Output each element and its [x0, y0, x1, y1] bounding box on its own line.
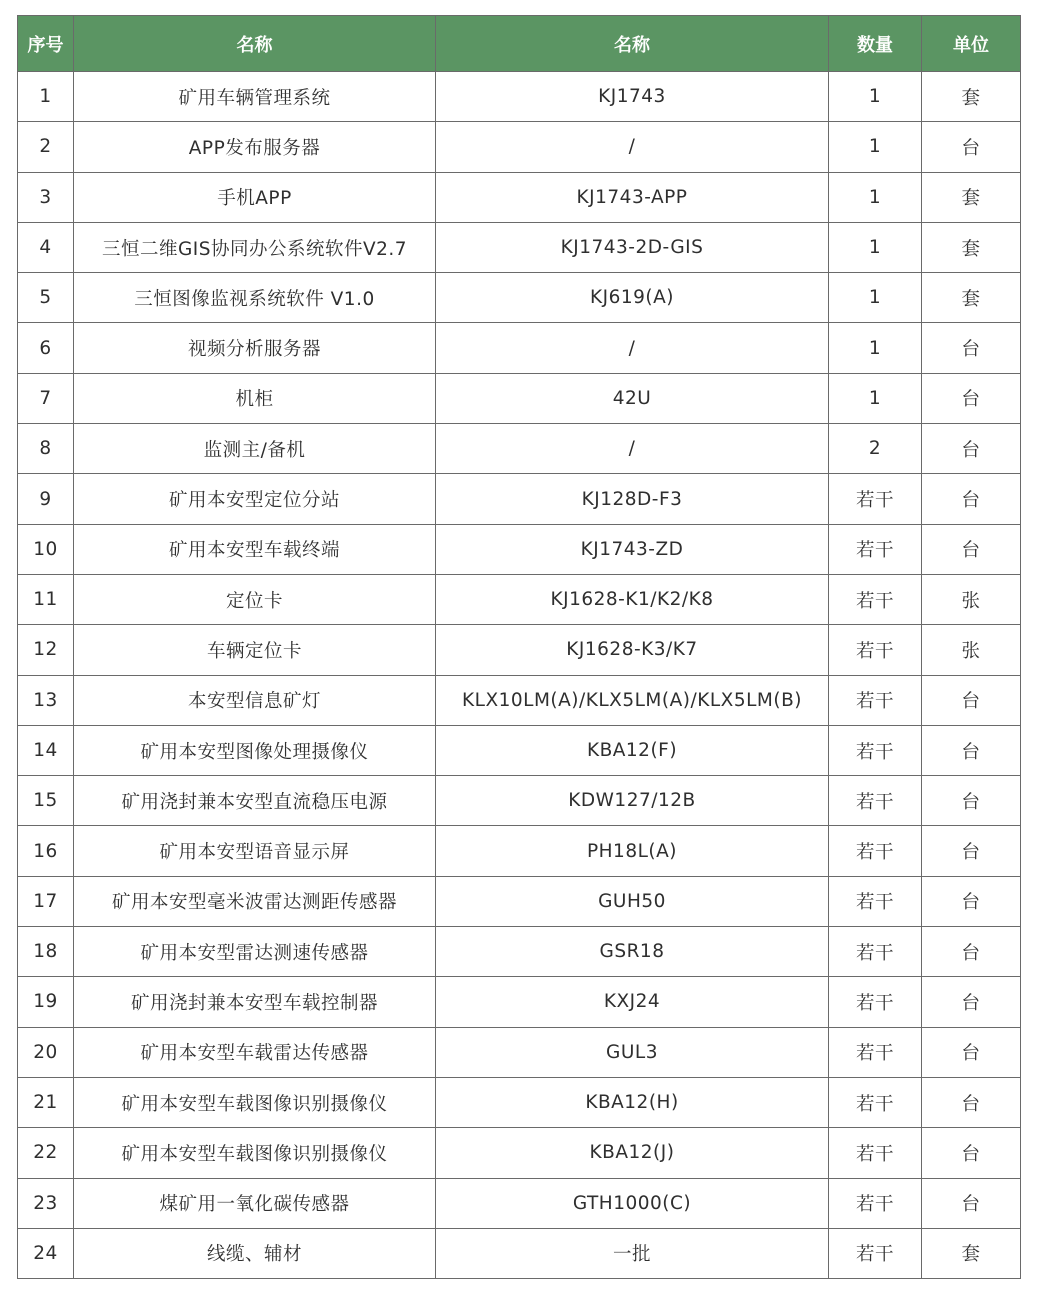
cell-name: 本安型信息矿灯 — [74, 675, 436, 725]
table-row — [18, 222, 1021, 272]
cell-unit: 台 — [922, 977, 1021, 1027]
cell-name: 矿用浇封兼本安型车载控制器 — [74, 977, 436, 1027]
cell-model: GSR18 — [436, 927, 829, 977]
cell-unit: 台 — [922, 725, 1021, 775]
cell-index: 12 — [18, 625, 74, 675]
cell-name: 矿用本安型车载雷达传感器 — [74, 1027, 436, 1077]
cell-model: KJ1628-K3/K7 — [436, 625, 829, 675]
cell-quantity: 1 — [829, 273, 922, 323]
cell-model: GUL3 — [436, 1027, 829, 1077]
cell-quantity: 若干 — [829, 826, 922, 876]
cell-name: 矿用本安型毫米波雷达测距传感器 — [74, 876, 436, 926]
cell-index: 4 — [18, 222, 74, 272]
cell-quantity: 若干 — [829, 876, 922, 926]
cell-model: PH18L(A) — [436, 826, 829, 876]
table-row — [18, 72, 1021, 122]
table-row — [18, 424, 1021, 474]
cell-unit: 台 — [922, 424, 1021, 474]
table-row — [18, 524, 1021, 574]
table-row — [18, 725, 1021, 775]
cell-index: 1 — [18, 72, 74, 122]
table-row — [18, 323, 1021, 373]
table-row — [18, 927, 1021, 977]
table-row — [18, 172, 1021, 222]
cell-unit: 台 — [922, 826, 1021, 876]
cell-quantity: 若干 — [829, 1027, 922, 1077]
table-row — [18, 574, 1021, 624]
table-row — [18, 675, 1021, 725]
cell-unit: 套 — [922, 172, 1021, 222]
cell-quantity: 若干 — [829, 1178, 922, 1228]
cell-name: 矿用车辆管理系统 — [74, 72, 436, 122]
cell-index: 3 — [18, 172, 74, 222]
cell-index: 15 — [18, 776, 74, 826]
cell-name: 煤矿用一氧化碳传感器 — [74, 1178, 436, 1228]
cell-quantity: 若干 — [829, 1228, 922, 1278]
cell-name: 矿用本安型语音显示屏 — [74, 826, 436, 876]
cell-unit: 台 — [922, 927, 1021, 977]
cell-index: 6 — [18, 323, 74, 373]
table-row — [18, 625, 1021, 675]
cell-quantity: 若干 — [829, 1077, 922, 1127]
header-row — [18, 16, 1021, 72]
cell-index: 23 — [18, 1178, 74, 1228]
cell-model: KJ128D-F3 — [436, 474, 829, 524]
cell-index: 18 — [18, 927, 74, 977]
cell-index: 9 — [18, 474, 74, 524]
cell-name: 定位卡 — [74, 574, 436, 624]
cell-unit: 台 — [922, 776, 1021, 826]
cell-name: 手机APP — [74, 172, 436, 222]
table-row — [18, 876, 1021, 926]
cell-index: 16 — [18, 826, 74, 876]
cell-index: 14 — [18, 725, 74, 775]
cell-model: / — [436, 323, 829, 373]
cell-name: 矿用本安型雷达测速传感器 — [74, 927, 436, 977]
cell-index: 17 — [18, 876, 74, 926]
cell-quantity: 若干 — [829, 574, 922, 624]
header-model: 名称 — [436, 16, 829, 72]
table-row — [18, 1077, 1021, 1127]
table-row — [18, 273, 1021, 323]
cell-model: KLX10LM(A)/KLX5LM(A)/KLX5LM(B) — [436, 675, 829, 725]
cell-name: 视频分析服务器 — [74, 323, 436, 373]
cell-index: 20 — [18, 1027, 74, 1077]
cell-name: 矿用浇封兼本安型直流稳压电源 — [74, 776, 436, 826]
cell-name: APP发布服务器 — [74, 122, 436, 172]
cell-model: 一批 — [436, 1228, 829, 1278]
cell-unit: 张 — [922, 625, 1021, 675]
cell-model: / — [436, 122, 829, 172]
cell-index: 8 — [18, 424, 74, 474]
cell-name: 监测主/备机 — [74, 424, 436, 474]
cell-model: GTH1000(C) — [436, 1178, 829, 1228]
cell-name: 机柜 — [74, 373, 436, 423]
cell-unit: 台 — [922, 1077, 1021, 1127]
cell-model: KXJ24 — [436, 977, 829, 1027]
cell-quantity: 若干 — [829, 675, 922, 725]
cell-quantity: 1 — [829, 72, 922, 122]
cell-quantity: 1 — [829, 122, 922, 172]
cell-name: 矿用本安型定位分站 — [74, 474, 436, 524]
cell-quantity: 若干 — [829, 1128, 922, 1178]
cell-name: 矿用本安型车载图像识别摄像仪 — [74, 1077, 436, 1127]
cell-unit: 台 — [922, 675, 1021, 725]
cell-name: 矿用本安型车载终端 — [74, 524, 436, 574]
cell-model: GUH50 — [436, 876, 829, 926]
cell-index: 2 — [18, 122, 74, 172]
cell-unit: 套 — [922, 222, 1021, 272]
cell-quantity: 1 — [829, 323, 922, 373]
cell-quantity: 1 — [829, 222, 922, 272]
table-row — [18, 1178, 1021, 1228]
cell-index: 10 — [18, 524, 74, 574]
table-row — [18, 826, 1021, 876]
cell-unit: 台 — [922, 524, 1021, 574]
cell-quantity: 2 — [829, 424, 922, 474]
header-quantity: 数量 — [829, 16, 922, 72]
cell-quantity: 若干 — [829, 776, 922, 826]
cell-unit: 套 — [922, 273, 1021, 323]
cell-quantity: 若干 — [829, 474, 922, 524]
table-row — [18, 474, 1021, 524]
cell-quantity: 1 — [829, 373, 922, 423]
cell-name: 三恒二维GIS协同办公系统软件V2.7 — [74, 222, 436, 272]
cell-model: KBA12(J) — [436, 1128, 829, 1178]
cell-model: KDW127/12B — [436, 776, 829, 826]
header-unit: 单位 — [922, 16, 1021, 72]
cell-quantity: 若干 — [829, 725, 922, 775]
cell-quantity: 1 — [829, 172, 922, 222]
cell-quantity: 若干 — [829, 927, 922, 977]
cell-name: 车辆定位卡 — [74, 625, 436, 675]
cell-model: KBA12(F) — [436, 725, 829, 775]
cell-model: 42U — [436, 373, 829, 423]
cell-model: / — [436, 424, 829, 474]
cell-unit: 张 — [922, 574, 1021, 624]
cell-index: 22 — [18, 1128, 74, 1178]
cell-model: KJ619(A) — [436, 273, 829, 323]
table-row — [18, 776, 1021, 826]
header-name: 名称 — [74, 16, 436, 72]
cell-name: 线缆、辅材 — [74, 1228, 436, 1278]
cell-index: 5 — [18, 273, 74, 323]
cell-quantity: 若干 — [829, 524, 922, 574]
table-row — [18, 373, 1021, 423]
cell-unit: 台 — [922, 122, 1021, 172]
cell-name: 矿用本安型图像处理摄像仪 — [74, 725, 436, 775]
cell-model: KJ1743-APP — [436, 172, 829, 222]
cell-quantity: 若干 — [829, 625, 922, 675]
table-header — [18, 16, 1021, 72]
cell-model: KJ1743-2D-GIS — [436, 222, 829, 272]
cell-model: KJ1743 — [436, 72, 829, 122]
cell-unit: 台 — [922, 323, 1021, 373]
cell-index: 24 — [18, 1228, 74, 1278]
cell-unit: 台 — [922, 1178, 1021, 1228]
cell-index: 19 — [18, 977, 74, 1027]
cell-unit: 套 — [922, 72, 1021, 122]
cell-unit: 台 — [922, 1128, 1021, 1178]
cell-index: 7 — [18, 373, 74, 423]
table-row — [18, 1128, 1021, 1178]
table-row — [18, 1027, 1021, 1077]
cell-unit: 台 — [922, 373, 1021, 423]
cell-model: KJ1628-K1/K2/K8 — [436, 574, 829, 624]
cell-name: 三恒图像监视系统软件 V1.0 — [74, 273, 436, 323]
header-index: 序号 — [18, 16, 74, 72]
table-body — [18, 72, 1021, 1279]
cell-model: KBA12(H) — [436, 1077, 829, 1127]
cell-unit: 台 — [922, 474, 1021, 524]
cell-index: 13 — [18, 675, 74, 725]
table-row — [18, 977, 1021, 1027]
equipment-table — [17, 15, 1021, 1279]
cell-name: 矿用本安型车载图像识别摄像仪 — [74, 1128, 436, 1178]
cell-index: 21 — [18, 1077, 74, 1127]
cell-quantity: 若干 — [829, 977, 922, 1027]
table-row — [18, 122, 1021, 172]
cell-model: KJ1743-ZD — [436, 524, 829, 574]
cell-unit: 台 — [922, 1027, 1021, 1077]
cell-unit: 台 — [922, 876, 1021, 926]
cell-unit: 套 — [922, 1228, 1021, 1278]
cell-index: 11 — [18, 574, 74, 624]
table-row — [18, 1228, 1021, 1278]
